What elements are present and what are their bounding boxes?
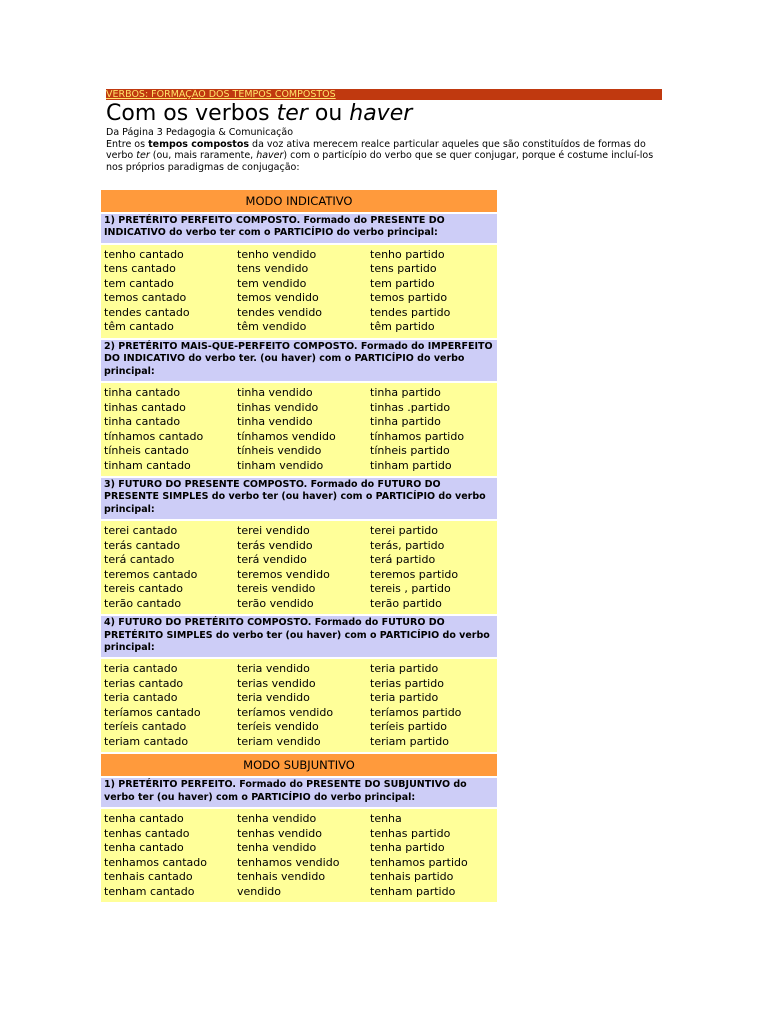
- verb-form: teríamos partido: [370, 705, 462, 719]
- verb-form: tenho vendido: [237, 247, 317, 261]
- verb-form: terei vendido: [237, 524, 310, 538]
- verb-form: terias cantado: [104, 676, 184, 690]
- verb-form: terão partido: [370, 596, 442, 610]
- verb-form: tinha vendido: [237, 386, 313, 400]
- verb-form: tínhamos partido: [370, 429, 465, 443]
- verb-form: tinhas .partido: [370, 400, 451, 414]
- verb-form: tínheis cantado: [104, 444, 189, 458]
- verb-form: tenho partido: [370, 247, 445, 261]
- intro-bold: tempos compostos: [148, 138, 250, 150]
- verb-form: têm cantado: [104, 320, 174, 334]
- tense-header-row: [101, 616, 497, 657]
- tense-header: 4) FUTURO DO PRETÉRITO COMPOSTO. Formado do FUTURO DO PRETÉRITO SIMPLES do verbo ter (ou haver) com o PARTICÍPIO do verbo principal:: [101, 616, 497, 657]
- verb-form: teriam partido: [370, 734, 449, 748]
- verb-form: teria cantado: [104, 691, 178, 705]
- intro-italic: ter: [136, 150, 150, 161]
- verb-form: tem vendido: [237, 276, 307, 290]
- verb-form: teriam cantado: [104, 734, 189, 748]
- verb-form: tendes cantado: [104, 305, 190, 319]
- verb-form: tenhas vendido: [237, 826, 322, 840]
- forms-row: [101, 521, 497, 614]
- verb-form: tinham partido: [370, 458, 452, 472]
- intro-text: verbo: [106, 150, 137, 161]
- title-haver: haver: [349, 101, 413, 126]
- verb-form: teríeis vendido: [237, 720, 319, 734]
- tense-header: 1) PRETÉRITO PERFEITO. Formado do PRESENTE DO SUBJUNTIVO do verbo ter (ou haver) com o PARTICÍPIO do verbo principal:: [101, 778, 497, 807]
- verb-form: tenha: [370, 812, 402, 826]
- verb-form: tereis , partido: [370, 582, 451, 596]
- verb-form: tenha vendido: [237, 841, 317, 855]
- tense-header-row: [101, 478, 497, 519]
- forms-column-vender: [234, 809, 367, 902]
- verb-form: tenhas partido: [370, 826, 451, 840]
- verb-form: terá cantado: [104, 553, 175, 567]
- verb-form: tenhamos vendido: [237, 855, 340, 869]
- verb-form: tenhais partido: [370, 870, 454, 884]
- page-title: [106, 99, 412, 129]
- source-line: Da Página 3 Pedagogia & Comunicação: [106, 127, 294, 138]
- verb-form: terias partido: [370, 676, 444, 690]
- forms-column-cantar: [101, 809, 234, 902]
- verb-form: terás cantado: [104, 538, 181, 552]
- forms-row: [101, 809, 497, 902]
- verb-form: tenham partido: [370, 884, 456, 898]
- intro-line-1: [106, 139, 666, 151]
- verb-form: terei cantado: [104, 524, 178, 538]
- verb-form: teria vendido: [237, 662, 310, 676]
- verb-form: temos vendido: [237, 291, 319, 305]
- intro-text: (ou, mais raramente,: [149, 150, 257, 161]
- verb-form: terá partido: [370, 553, 436, 567]
- verb-form: tenha partido: [370, 841, 445, 855]
- forms-column-partir: [367, 659, 497, 752]
- title-ter: ter: [276, 101, 308, 126]
- mode-header-indicativo: MODO INDICATIVO: [101, 190, 497, 212]
- verb-form: teremos vendido: [237, 567, 330, 581]
- intro-italic: haver: [256, 150, 284, 161]
- forms-column-cantar: [101, 659, 234, 752]
- verb-form: têm vendido: [237, 320, 307, 334]
- tense-header: 2) PRETÉRITO MAIS-QUE-PERFEITO COMPOSTO. Formado do IMPERFEITO DO INDICATIVO do verbo ter. (ou haver) com o PARTICÍPIO do verbo principal:: [101, 340, 497, 381]
- verb-form: tenhamos partido: [370, 855, 468, 869]
- forms-column-partir: [367, 521, 497, 614]
- forms-column-cantar: [101, 521, 234, 614]
- verb-form: teríamos vendido: [237, 705, 334, 719]
- verb-form: tendes partido: [370, 305, 451, 319]
- verb-form: tínhamos vendido: [237, 429, 336, 443]
- verb-form: terá vendido: [237, 553, 307, 567]
- tense-header-row: [101, 778, 497, 807]
- verb-form: terei partido: [370, 524, 439, 538]
- intro-text: ) com o particípio do verbo que se quer conjugar, porque é costume incluí-los: [283, 150, 654, 161]
- verb-form: terão cantado: [104, 596, 182, 610]
- verb-form: vendido: [237, 884, 281, 898]
- verb-form: tinham cantado: [104, 458, 191, 472]
- forms-column-vender: [234, 383, 367, 476]
- verb-form: terias vendido: [237, 676, 316, 690]
- verb-form: terás, partido: [370, 538, 445, 552]
- tense-header: 3) FUTURO DO PRESENTE COMPOSTO. Formado do FUTURO DO PRESENTE SIMPLES do verbo ter (ou haver) com o PARTICÍPIO do verbo principal:: [101, 478, 497, 519]
- forms-column-partir: [367, 383, 497, 476]
- verb-form: teremos cantado: [104, 567, 198, 581]
- intro-line-3: nos próprios paradigmas de conjugação:: [106, 161, 300, 173]
- forms-column-vender: [234, 659, 367, 752]
- verb-form: tens vendido: [237, 262, 309, 276]
- verb-form: teria cantado: [104, 662, 178, 676]
- forms-column-vender: [234, 245, 367, 338]
- section-banner[interactable]: VERBOS: FORMAÇÃO DOS TEMPOS COMPOSTOS: [106, 89, 662, 100]
- forms-column-vender: [234, 521, 367, 614]
- mode-header-row: [101, 190, 497, 212]
- verb-form: terás vendido: [237, 538, 313, 552]
- forms-column-cantar: [101, 383, 234, 476]
- verb-form: têm partido: [370, 320, 435, 334]
- verb-form: tenha cantado: [104, 841, 184, 855]
- intro-text: Entre os: [106, 138, 149, 150]
- verb-form: tínheis vendido: [237, 444, 322, 458]
- tense-header: 1) PRETÉRITO PERFEITO COMPOSTO. Formado do PRESENTE DO INDICATIVO do verbo ter com o PARTICÍPIO do verbo principal:: [101, 214, 497, 243]
- forms-column-partir: [367, 809, 497, 902]
- forms-row: [101, 659, 497, 752]
- title-prefix: Com os verbos: [106, 101, 277, 126]
- verb-form: tinha cantado: [104, 415, 181, 429]
- verb-form: tens partido: [370, 262, 437, 276]
- verb-form: tenha cantado: [104, 812, 184, 826]
- verb-form: tenhamos cantado: [104, 855, 207, 869]
- verb-form: tenhais cantado: [104, 870, 193, 884]
- verb-form: tínheis partido: [370, 444, 450, 458]
- verb-form: tem partido: [370, 276, 435, 290]
- intro-text: da voz ativa merecem realce particular aqueles que são constituídos de formas do: [249, 138, 646, 150]
- verb-form: tereis vendido: [237, 582, 316, 596]
- verb-form: tinha partido: [370, 386, 441, 400]
- forms-column-cantar: [101, 245, 234, 338]
- verb-form: teriam vendido: [237, 734, 321, 748]
- intro-paragraph: [106, 139, 666, 174]
- forms-column-partir: [367, 245, 497, 338]
- mode-header-row: [101, 754, 497, 776]
- verb-form: tenhas cantado: [104, 826, 190, 840]
- tense-header-row: [101, 214, 497, 243]
- verb-form: tendes vendido: [237, 305, 323, 319]
- verb-form: teria partido: [370, 662, 439, 676]
- verb-form: teria vendido: [237, 691, 310, 705]
- verb-form: tens cantado: [104, 262, 176, 276]
- verb-form: tinha vendido: [237, 415, 313, 429]
- verb-form: teria partido: [370, 691, 439, 705]
- verb-form: tem cantado: [104, 276, 174, 290]
- verb-form: tínhamos cantado: [104, 429, 204, 443]
- verb-form: tenhais vendido: [237, 870, 326, 884]
- verb-form: tinham vendido: [237, 458, 324, 472]
- verb-form: teríeis cantado: [104, 720, 187, 734]
- verb-form: teríeis partido: [370, 720, 448, 734]
- verb-form: tenham cantado: [104, 884, 195, 898]
- intro-line-2: [106, 150, 666, 162]
- verb-form: tenho cantado: [104, 247, 184, 261]
- verb-form: tinha cantado: [104, 386, 181, 400]
- verb-form: temos cantado: [104, 291, 187, 305]
- verb-form: temos partido: [370, 291, 448, 305]
- mode-header-subjuntivo: MODO SUBJUNTIVO: [101, 754, 497, 776]
- forms-row: [101, 245, 497, 338]
- verb-form: tinhas cantado: [104, 400, 186, 414]
- verb-form: teremos partido: [370, 567, 459, 581]
- verb-form: terão vendido: [237, 596, 314, 610]
- forms-row: [101, 383, 497, 476]
- title-ou: ou: [307, 101, 350, 126]
- verb-form: tinhas vendido: [237, 400, 319, 414]
- conjugation-table: [101, 188, 497, 904]
- verb-form: tereis cantado: [104, 582, 183, 596]
- verb-form: tenha vendido: [237, 812, 317, 826]
- verb-form: tinha partido: [370, 415, 441, 429]
- tense-header-row: [101, 340, 497, 381]
- verb-form: teríamos cantado: [104, 705, 201, 719]
